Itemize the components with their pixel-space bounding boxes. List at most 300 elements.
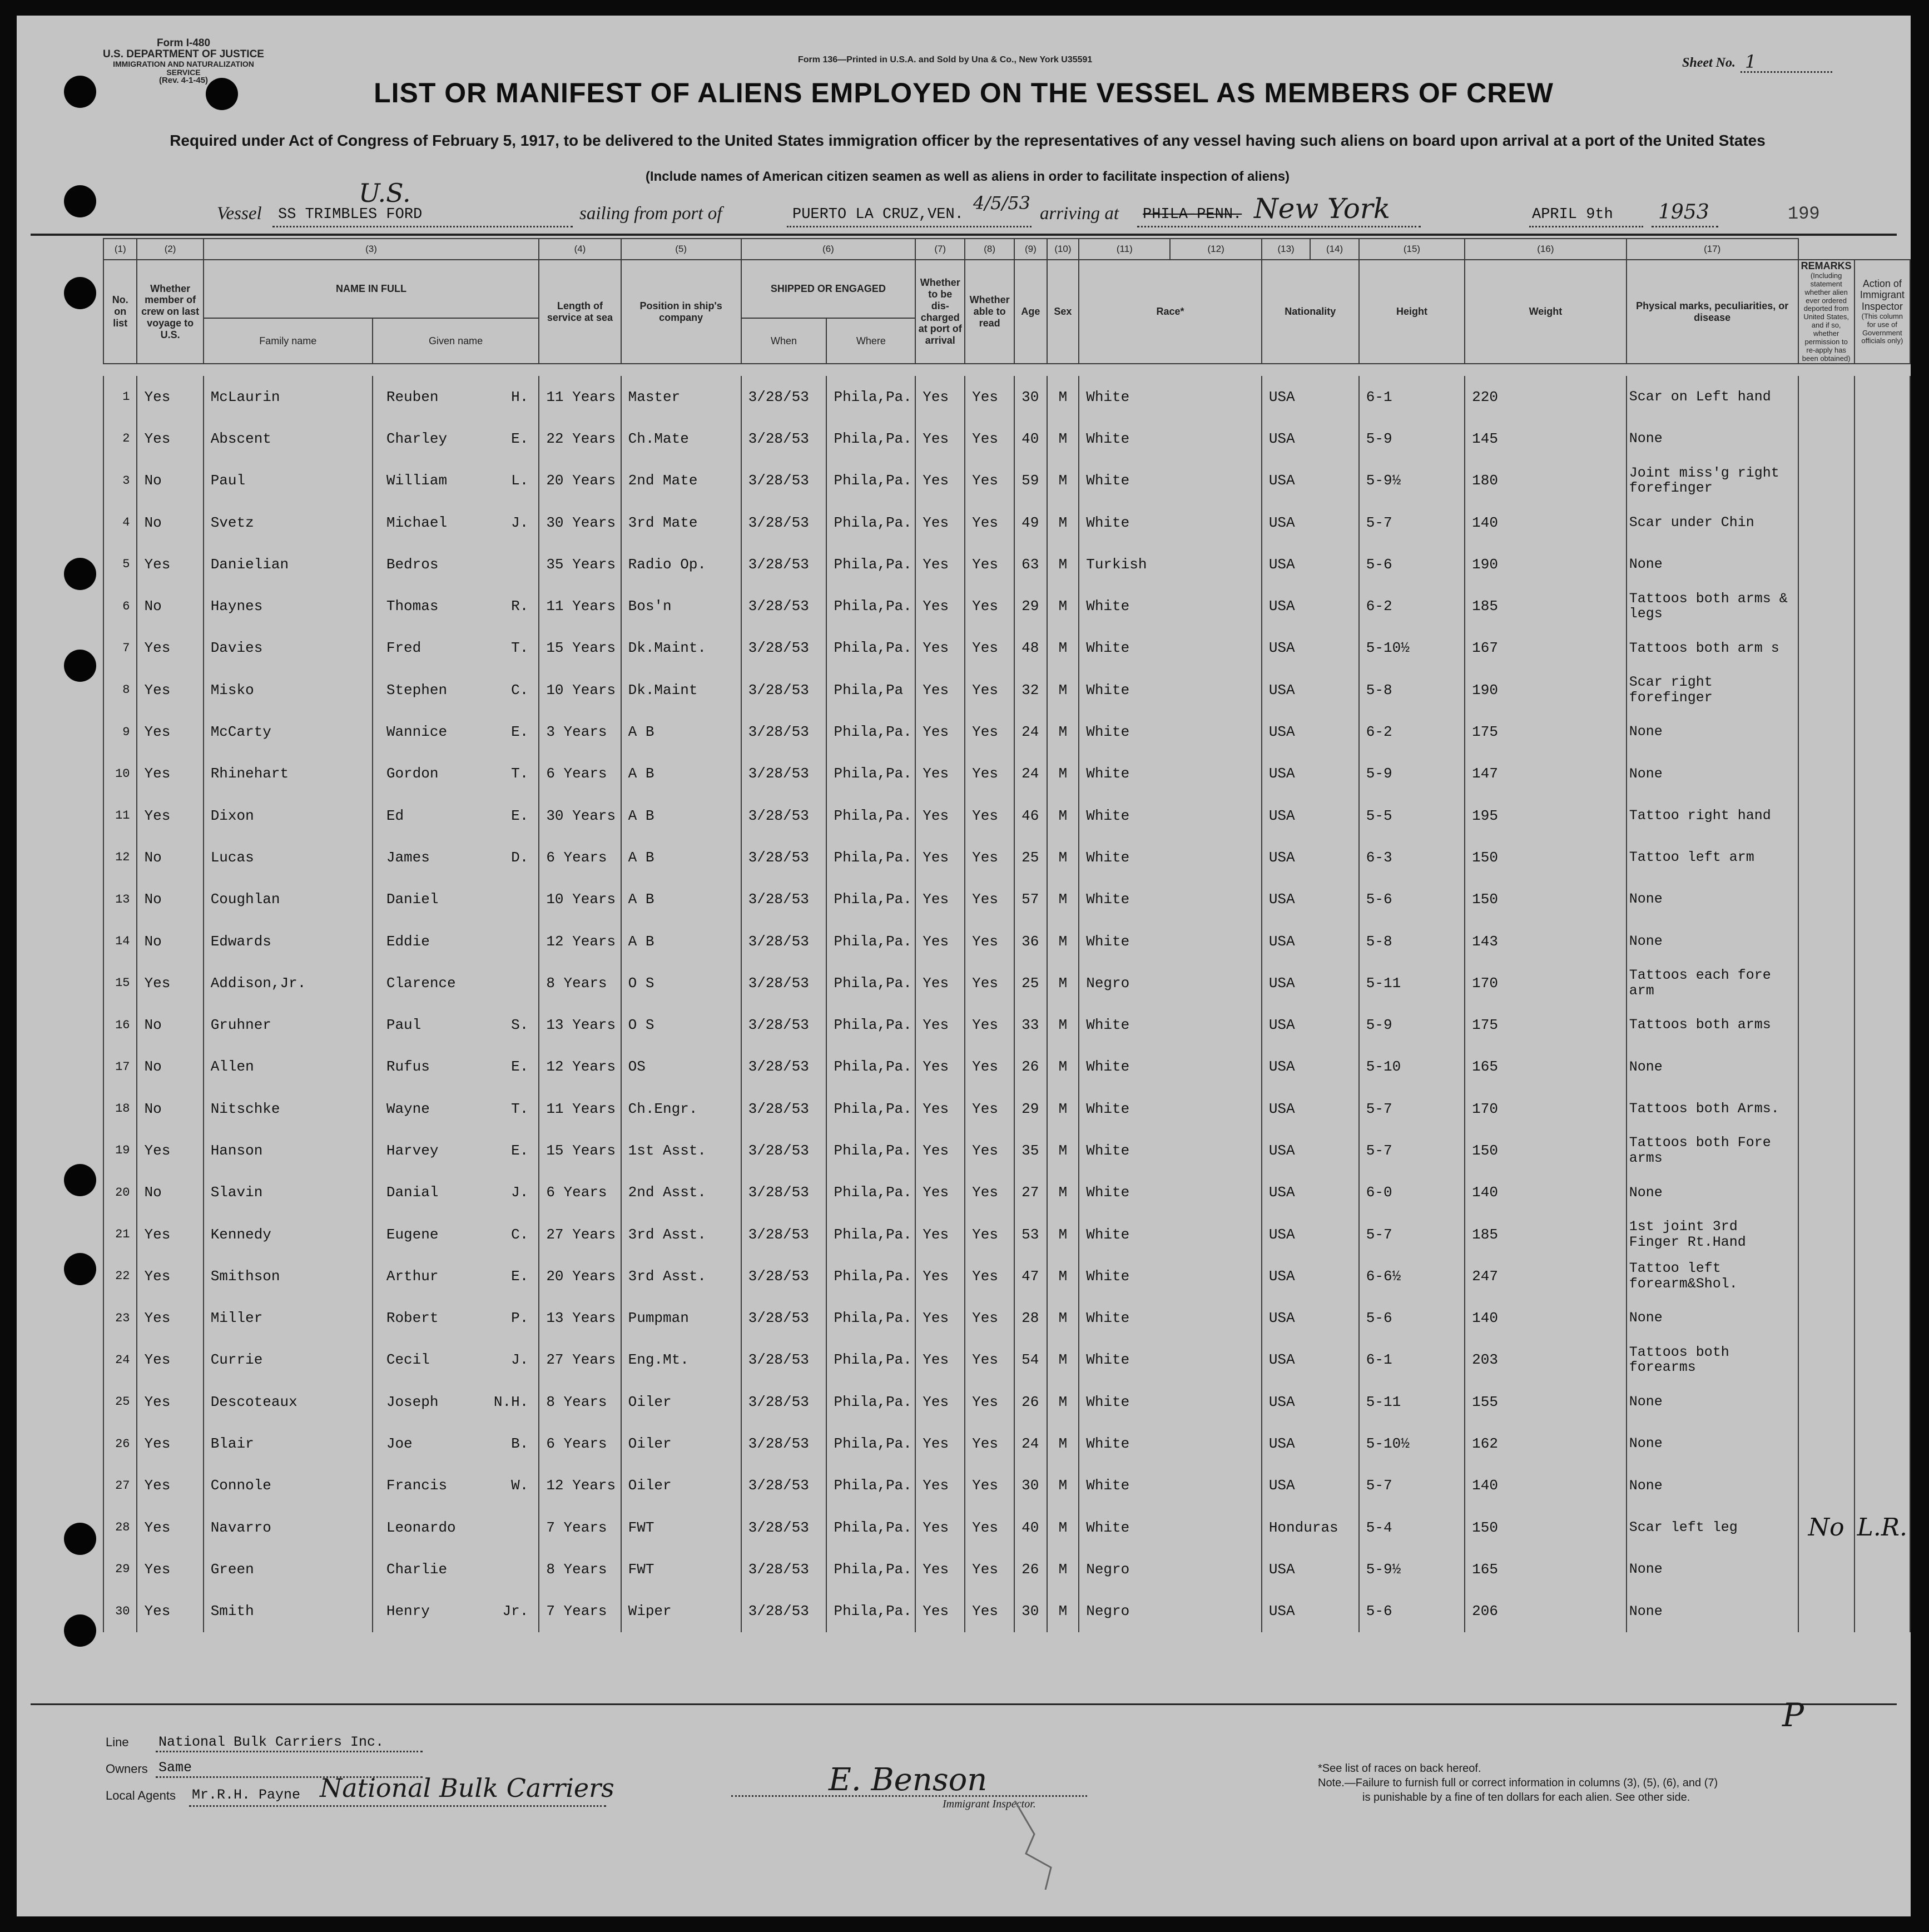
discharged: Yes <box>915 1172 965 1213</box>
weight: 206 <box>1465 1591 1626 1632</box>
punch-hole <box>64 1253 96 1285</box>
family-name: Lucas <box>204 836 373 878</box>
shipped-where: Phila,Pa. <box>826 836 915 878</box>
crew-last-voyage: Yes <box>137 795 203 836</box>
crew-last-voyage: No <box>137 460 203 502</box>
physical-marks: Scar under Chin <box>1626 502 1798 543</box>
table-row <box>103 1423 1910 1464</box>
shipped-when: 3/28/53 <box>741 1004 827 1046</box>
service-length: 13 Years <box>539 1004 621 1046</box>
remarks-note: (Including statement whether alien ever ordered deported from United States, and if so, whether permission to re-apply has been obtained) <box>1802 271 1851 363</box>
weight: 175 <box>1465 1004 1626 1046</box>
discharged: Yes <box>915 376 965 418</box>
nationality: USA <box>1262 627 1359 669</box>
family-name: Currie <box>204 1339 373 1381</box>
weight: 143 <box>1465 920 1626 962</box>
crew-last-voyage: No <box>137 836 203 878</box>
crew-last-voyage: Yes <box>137 1130 203 1171</box>
position: A B <box>621 836 741 878</box>
remarks <box>1798 1130 1854 1171</box>
family-name: Smith <box>204 1591 373 1632</box>
nationality: USA <box>1262 1297 1359 1339</box>
discharged: Yes <box>915 1213 965 1255</box>
crew-last-voyage: No <box>137 920 203 962</box>
table-row <box>103 962 1910 1004</box>
shipped-when: 3/28/53 <box>741 418 827 459</box>
position: A B <box>621 795 741 836</box>
page-number: 199 <box>1788 204 1820 224</box>
row-no: 11 <box>103 795 137 836</box>
family-name: Kennedy <box>204 1213 373 1255</box>
physical-marks: None <box>1626 879 1798 920</box>
race: White <box>1079 920 1262 962</box>
weight: 170 <box>1465 962 1626 1004</box>
position: Oiler <box>621 1423 741 1464</box>
weight: 147 <box>1465 753 1626 795</box>
middle-initial: T. <box>511 1100 529 1117</box>
able-to-read: Yes <box>965 1088 1014 1130</box>
middle-initial: E. <box>511 807 529 824</box>
crew-last-voyage: Yes <box>137 1465 203 1507</box>
age: 57 <box>1014 879 1047 920</box>
shipped-when: 3/28/53 <box>741 1130 827 1171</box>
physical-marks: None <box>1626 711 1798 752</box>
table-row <box>103 460 1910 502</box>
table-row <box>103 543 1910 585</box>
vessel-name: SS TRIMBLES FORD <box>278 206 423 223</box>
nationality: USA <box>1262 1591 1359 1632</box>
discharged: Yes <box>915 753 965 795</box>
col-header-name: NAME IN FULL <box>204 260 539 318</box>
row-no: 19 <box>103 1130 137 1171</box>
crew-last-voyage: Yes <box>137 1297 203 1339</box>
nationality: Honduras <box>1262 1507 1359 1548</box>
crew-last-voyage: No <box>137 502 203 543</box>
shipped-when: 3/28/53 <box>741 1465 827 1507</box>
shipped-where: Phila,Pa. <box>826 1088 915 1130</box>
weight: 203 <box>1465 1339 1626 1381</box>
weight: 165 <box>1465 1046 1626 1088</box>
position: FWT <box>621 1507 741 1548</box>
family-name: Davies <box>204 627 373 669</box>
given-name-text: Eugene <box>386 1226 439 1243</box>
physical-marks: Tattoos both forearms <box>1626 1339 1798 1381</box>
printer-note: Form 136—Printed in U.S.A. and Sold by Una & Co., New York U35591 <box>798 55 1093 65</box>
page-subtitle: Required under Act of Congress of February 5, 1917, to be delivered to the United States immigration officer by the representatives of any vessel having such aliens on board upon arrival at a port of the United States <box>170 132 1766 149</box>
race: White <box>1079 836 1262 878</box>
crew-last-voyage: No <box>137 585 203 627</box>
year-line <box>1652 226 1718 227</box>
shipped-when: 3/28/53 <box>741 1423 827 1464</box>
height: 5-7 <box>1359 1213 1465 1255</box>
table-row <box>103 1297 1910 1339</box>
weight: 165 <box>1465 1548 1626 1590</box>
given-name <box>373 1255 539 1297</box>
inspector-action <box>1854 1088 1910 1130</box>
able-to-read: Yes <box>965 376 1014 418</box>
col-header-age: Age <box>1014 260 1047 364</box>
age: 24 <box>1014 753 1047 795</box>
able-to-read: Yes <box>965 1465 1014 1507</box>
service-length: 12 Years <box>539 1465 621 1507</box>
shipped-where: Phila,Pa. <box>826 753 915 795</box>
given-name <box>373 753 539 795</box>
sailing-label: sailing from port of <box>579 204 722 224</box>
discharged: Yes <box>915 627 965 669</box>
form-id: Form I-480 <box>156 37 211 49</box>
sex: M <box>1047 543 1079 585</box>
table-row <box>103 836 1910 878</box>
physical-marks: Tattoo left arm <box>1626 836 1798 878</box>
middle-initial: Jr. <box>502 1603 529 1620</box>
given-name-text: Cecil <box>386 1351 430 1369</box>
given-name <box>373 502 539 543</box>
date-line <box>1529 226 1643 227</box>
given-name-text: Gordon <box>386 765 439 782</box>
crew-last-voyage: Yes <box>137 1507 203 1548</box>
shipped-when: 3/28/53 <box>741 1088 827 1130</box>
col-header-no: No. on list <box>103 260 137 364</box>
middle-initial: W. <box>511 1477 529 1494</box>
inspector-action <box>1854 1004 1910 1046</box>
service-length: 10 Years <box>539 879 621 920</box>
crew-table <box>103 238 1911 1632</box>
middle-initial: R. <box>511 598 529 615</box>
given-name-text: Michael <box>386 514 448 531</box>
row-no: 15 <box>103 962 137 1004</box>
given-name-text: Joseph <box>386 1393 439 1410</box>
table-row <box>103 1591 1910 1632</box>
row-no: 3 <box>103 460 137 502</box>
discharged: Yes <box>915 1591 965 1632</box>
age: 49 <box>1014 502 1047 543</box>
inspector-action <box>1854 836 1910 878</box>
given-name <box>373 1507 539 1548</box>
inspector-action <box>1854 1465 1910 1507</box>
sheet-no-line <box>1740 71 1832 73</box>
remarks <box>1798 669 1854 711</box>
discharged: Yes <box>915 1381 965 1423</box>
races-note: *See list of races on back hereof. <box>1318 1762 1481 1775</box>
col-header-family: Family name <box>204 318 373 364</box>
remarks <box>1798 543 1854 585</box>
shipped-when: 3/28/53 <box>741 1591 827 1632</box>
row-no: 29 <box>103 1548 137 1590</box>
inspector-action <box>1854 418 1910 459</box>
vessel-hand-note: U.S. <box>359 178 411 208</box>
shipped-where: Phila,Pa. <box>826 1381 915 1423</box>
height: 5-10½ <box>1359 1423 1465 1464</box>
given-name-text: Charlie <box>386 1561 448 1578</box>
able-to-read: Yes <box>965 1548 1014 1590</box>
col-header-remarks <box>1798 260 1854 364</box>
inspector-action <box>1854 460 1910 502</box>
age: 24 <box>1014 711 1047 752</box>
given-name <box>373 543 539 585</box>
family-name: Coughlan <box>204 879 373 920</box>
crew-last-voyage: Yes <box>137 418 203 459</box>
middle-initial: E. <box>511 1058 529 1076</box>
port-date-hand: 4/5/53 <box>973 192 1030 214</box>
row-no: 4 <box>103 502 137 543</box>
service-length: 6 Years <box>539 753 621 795</box>
service-length: 15 Years <box>539 1130 621 1171</box>
height: 5-9½ <box>1359 1548 1465 1590</box>
nationality: USA <box>1262 1255 1359 1297</box>
physical-marks: None <box>1626 753 1798 795</box>
agents-dots <box>189 1805 606 1807</box>
crew-last-voyage: Yes <box>137 753 203 795</box>
remarks <box>1798 1004 1854 1046</box>
service-length: 12 Years <box>539 1046 621 1088</box>
crew-last-voyage: Yes <box>137 627 203 669</box>
given-name <box>373 962 539 1004</box>
service-length: 30 Years <box>539 502 621 543</box>
inspector-action <box>1854 1213 1910 1255</box>
weight: 140 <box>1465 1297 1626 1339</box>
given-name <box>373 1297 539 1339</box>
given-name <box>373 1088 539 1130</box>
service-length: 6 Years <box>539 1423 621 1464</box>
row-no: 6 <box>103 585 137 627</box>
shipped-where: Phila,Pa. <box>826 1297 915 1339</box>
middle-initial: H. <box>511 388 529 405</box>
col-num: (3) <box>204 239 539 260</box>
subtitle-note: (Include names of American citizen seamen as well as aliens in order to facilitate inspection of aliens) <box>645 169 1290 184</box>
sex: M <box>1047 1548 1079 1590</box>
crew-last-voyage: Yes <box>137 1591 203 1632</box>
race: White <box>1079 1465 1262 1507</box>
middle-initial: L. <box>511 472 529 489</box>
shipped-where: Phila,Pa. <box>826 376 915 418</box>
shipped-when: 3/28/53 <box>741 376 827 418</box>
nationality: USA <box>1262 1172 1359 1213</box>
shipped-when: 3/28/53 <box>741 1507 827 1548</box>
table-row <box>103 585 1910 627</box>
given-name-text: Robert <box>386 1310 439 1327</box>
sex: M <box>1047 962 1079 1004</box>
age: 30 <box>1014 1591 1047 1632</box>
able-to-read: Yes <box>965 1046 1014 1088</box>
race: White <box>1079 460 1262 502</box>
physical-marks: None <box>1626 1297 1798 1339</box>
age: 26 <box>1014 1046 1047 1088</box>
family-name: Descoteaux <box>204 1381 373 1423</box>
col-header-read: Whether able to read <box>965 260 1014 364</box>
table-row <box>103 1213 1910 1255</box>
inspector-action <box>1854 711 1910 752</box>
sex: M <box>1047 795 1079 836</box>
given-name-text: Arthur <box>386 1267 439 1285</box>
header-spacer <box>103 364 1798 376</box>
remarks <box>1798 1591 1854 1632</box>
remarks <box>1798 376 1854 418</box>
age: 24 <box>1014 1423 1047 1464</box>
given-name <box>373 1004 539 1046</box>
middle-initial: C. <box>511 681 529 699</box>
service-length: 27 Years <box>539 1213 621 1255</box>
nationality: USA <box>1262 836 1359 878</box>
height: 6-2 <box>1359 711 1465 752</box>
nationality: USA <box>1262 1130 1359 1171</box>
able-to-read: Yes <box>965 543 1014 585</box>
discharged: Yes <box>915 1548 965 1590</box>
nationality: USA <box>1262 1381 1359 1423</box>
physical-marks: None <box>1626 1465 1798 1507</box>
weight: 150 <box>1465 1130 1626 1171</box>
col-header-marks: Physical marks, peculiarities, or disease <box>1626 260 1798 364</box>
weight: 145 <box>1465 418 1626 459</box>
nationality: USA <box>1262 753 1359 795</box>
physical-marks: Tattoo right hand <box>1626 795 1798 836</box>
action-note: (This column for use of Government officials only) <box>1861 311 1903 345</box>
discharged: Yes <box>915 543 965 585</box>
shipped-where: Phila,Pa. <box>826 585 915 627</box>
physical-marks: Tattoos both Fore arms <box>1626 1130 1798 1171</box>
header-rule <box>31 234 1897 236</box>
service-length: 8 Years <box>539 1381 621 1423</box>
weight: 167 <box>1465 627 1626 669</box>
col-header-height: Height <box>1359 260 1465 364</box>
crew-last-voyage: Yes <box>137 543 203 585</box>
weight: 180 <box>1465 460 1626 502</box>
remarks <box>1798 753 1854 795</box>
age: 30 <box>1014 376 1047 418</box>
sex: M <box>1047 376 1079 418</box>
table-row <box>103 711 1910 752</box>
given-name-text: Stephen <box>386 681 448 699</box>
arriving-typed: PHILA-PENN. <box>1143 206 1242 223</box>
table-row <box>103 879 1910 920</box>
race: White <box>1079 1046 1262 1088</box>
position: OS <box>621 1046 741 1088</box>
middle-initial: E. <box>511 1142 529 1159</box>
given-name-text: Fred <box>386 640 421 657</box>
row-no: 1 <box>103 376 137 418</box>
weight: 185 <box>1465 1213 1626 1255</box>
sex: M <box>1047 879 1079 920</box>
middle-initial: T. <box>511 640 529 657</box>
discharged: Yes <box>915 418 965 459</box>
row-no: 28 <box>103 1507 137 1548</box>
nationality: USA <box>1262 711 1359 752</box>
height: 6-1 <box>1359 1339 1465 1381</box>
service-length: 6 Years <box>539 1172 621 1213</box>
table-row <box>103 920 1910 962</box>
height: 5-9½ <box>1359 460 1465 502</box>
position: 3rd Mate <box>621 502 741 543</box>
remarks <box>1798 1213 1854 1255</box>
remarks <box>1798 1046 1854 1088</box>
position: Ch.Mate <box>621 418 741 459</box>
able-to-read: Yes <box>965 1130 1014 1171</box>
able-to-read: Yes <box>965 879 1014 920</box>
given-name-text: Danial <box>386 1184 439 1201</box>
weight: 175 <box>1465 711 1626 752</box>
discharged: Yes <box>915 962 965 1004</box>
height: 6-3 <box>1359 836 1465 878</box>
nationality: USA <box>1262 502 1359 543</box>
discharged: Yes <box>915 585 965 627</box>
inspector-action <box>1854 753 1910 795</box>
remarks <box>1798 920 1854 962</box>
race: White <box>1079 1213 1262 1255</box>
able-to-read: Yes <box>965 1255 1014 1297</box>
age: 40 <box>1014 418 1047 459</box>
given-name-text: Wannice <box>386 724 448 741</box>
age: 26 <box>1014 1381 1047 1423</box>
age: 63 <box>1014 543 1047 585</box>
table-row <box>103 795 1910 836</box>
able-to-read: Yes <box>965 795 1014 836</box>
agents-label: Local Agents <box>106 1789 176 1802</box>
height: 5-7 <box>1359 1088 1465 1130</box>
sex: M <box>1047 502 1079 543</box>
race: White <box>1079 1172 1262 1213</box>
table-row <box>103 1088 1910 1130</box>
shipped-where: Phila,Pa. <box>826 1591 915 1632</box>
inspector-action <box>1854 1423 1910 1464</box>
service-length: 30 Years <box>539 795 621 836</box>
given-name-text: Thomas <box>386 598 439 615</box>
height: 5-8 <box>1359 920 1465 962</box>
family-name: Blair <box>204 1423 373 1464</box>
shipped-where: Phila,Pa. <box>826 1172 915 1213</box>
given-name <box>373 627 539 669</box>
race: Turkish <box>1079 543 1262 585</box>
arriving-hand: New York <box>1254 192 1390 225</box>
age: 33 <box>1014 1004 1047 1046</box>
row-no: 24 <box>103 1339 137 1381</box>
row-no: 2 <box>103 418 137 459</box>
table-row <box>103 753 1910 795</box>
shipped-when: 3/28/53 <box>741 502 827 543</box>
remarks <box>1798 627 1854 669</box>
shipped-where: Phila,Pa. <box>826 1548 915 1590</box>
sex: M <box>1047 1339 1079 1381</box>
family-name: Misko <box>204 669 373 711</box>
physical-marks: None <box>1626 1548 1798 1590</box>
given-name-text: Daniel <box>386 891 439 908</box>
row-no: 25 <box>103 1381 137 1423</box>
remarks <box>1798 1172 1854 1213</box>
shipped-where: Phila,Pa. <box>826 1507 915 1548</box>
sex: M <box>1047 585 1079 627</box>
remarks <box>1798 1381 1854 1423</box>
race: White <box>1079 1381 1262 1423</box>
height: 5-9 <box>1359 753 1465 795</box>
weight: 150 <box>1465 1507 1626 1548</box>
middle-initial: E. <box>511 724 529 741</box>
crew-last-voyage: No <box>137 1046 203 1088</box>
physical-marks: None <box>1626 1172 1798 1213</box>
race: White <box>1079 669 1262 711</box>
nationality: USA <box>1262 795 1359 836</box>
crew-last-voyage: Yes <box>137 1548 203 1590</box>
given-name-text: Joe <box>386 1435 413 1453</box>
given-name-text: Bedros <box>386 556 439 573</box>
middle-initial: J. <box>511 1184 529 1201</box>
discharged: Yes <box>915 1297 965 1339</box>
age: 29 <box>1014 1088 1047 1130</box>
family-name: Hanson <box>204 1130 373 1171</box>
shipped-where: Phila,Pa. <box>826 795 915 836</box>
inspector-action <box>1854 502 1910 543</box>
nationality: USA <box>1262 669 1359 711</box>
middle-initial: J. <box>511 514 529 531</box>
sex: M <box>1047 1088 1079 1130</box>
position: Oiler <box>621 1381 741 1423</box>
